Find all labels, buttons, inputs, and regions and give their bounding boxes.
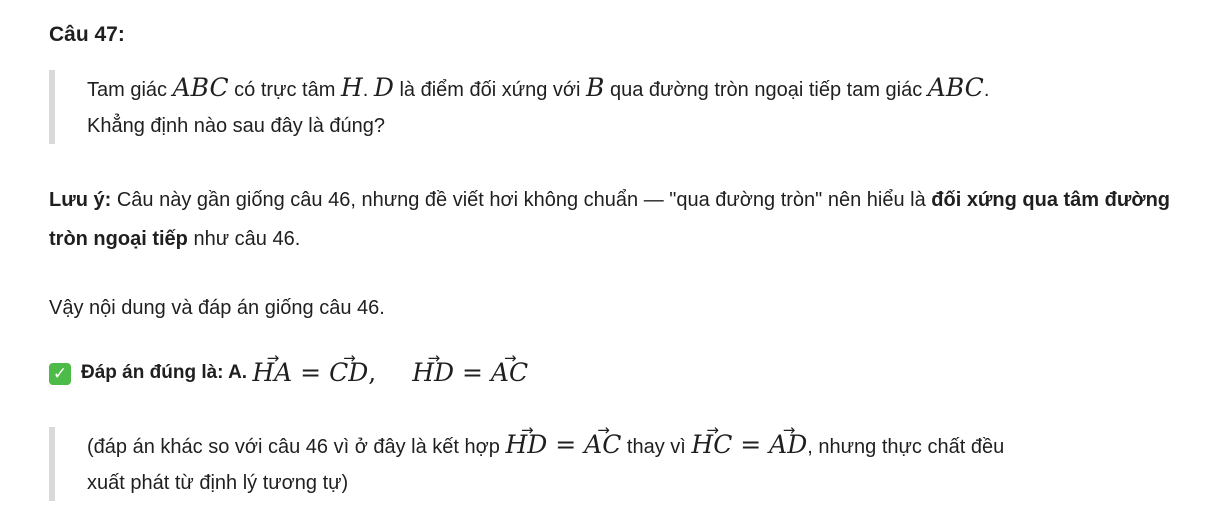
question-line-2: Khẳng định nào sau đây là đúng? bbox=[87, 115, 386, 137]
equals-sign: = bbox=[292, 358, 330, 387]
math-b: B bbox=[586, 73, 605, 102]
comma: , bbox=[368, 358, 377, 387]
vector-hc: → HC bbox=[691, 427, 732, 463]
summary-paragraph: Vậy nội dung và đáp án giống câu 46. bbox=[49, 297, 385, 319]
remark-formula-1 bbox=[505, 430, 621, 459]
note-label: Lưu ý: bbox=[49, 189, 112, 211]
remark-text: thay vì bbox=[621, 436, 692, 458]
question-text: . bbox=[983, 79, 990, 101]
equals-sign: = bbox=[547, 430, 585, 459]
question-text: Tam giác bbox=[87, 79, 173, 101]
math-abc: ABC bbox=[927, 73, 984, 102]
vector-ad: → AD bbox=[769, 427, 807, 463]
question-text: . bbox=[362, 79, 374, 101]
answer-label: Đáp án đúng là: A. bbox=[81, 362, 248, 383]
remark-text: (đáp án khác so với câu 46 vì ở đây là kết hợp bbox=[87, 436, 506, 458]
remark-text: , nhưng thực chất đều bbox=[807, 436, 1005, 458]
question-heading: Câu 47: bbox=[49, 23, 125, 46]
vector-hd: → HD bbox=[505, 427, 547, 463]
question-text: có trực tâm bbox=[228, 79, 341, 101]
question-text: là điểm đối xứng với bbox=[393, 79, 587, 101]
remark-line-2: xuất phát từ định lý tương tự) bbox=[87, 472, 349, 494]
math-h: H bbox=[340, 73, 363, 102]
math-abc: ABC bbox=[172, 73, 229, 102]
remark-line-1 bbox=[87, 427, 1214, 465]
note-text: Câu này gần giống câu 46, nhưng đề viết hơi không chuẩn — "qua đường tròn" nên hiểu là bbox=[111, 189, 932, 211]
equals-sign: = bbox=[732, 430, 770, 459]
note-text: như câu 46. bbox=[187, 228, 301, 250]
vector-hd: → HD bbox=[412, 351, 454, 395]
question-blockquote bbox=[49, 70, 1214, 144]
remark-formula-2 bbox=[691, 430, 807, 459]
vector-ac: → AC bbox=[584, 427, 621, 463]
question-line-1 bbox=[87, 70, 1214, 108]
vector-ha: → HA bbox=[252, 351, 292, 395]
answer-line bbox=[49, 351, 528, 395]
vector-ac: → AC bbox=[491, 351, 528, 395]
remark-blockquote bbox=[49, 427, 1214, 501]
vector-cd: → CD bbox=[329, 351, 368, 395]
check-icon: ✓ bbox=[49, 363, 71, 385]
math-d: D bbox=[373, 73, 394, 102]
note-paragraph bbox=[49, 181, 1199, 259]
question-text: qua đường tròn ngoại tiếp tam giác bbox=[604, 79, 928, 101]
equals-sign: = bbox=[454, 358, 491, 387]
answer-formula bbox=[252, 351, 528, 395]
note-emphasis: đối xứng qua tâm đường tròn ngoại tiếp bbox=[49, 189, 1170, 250]
